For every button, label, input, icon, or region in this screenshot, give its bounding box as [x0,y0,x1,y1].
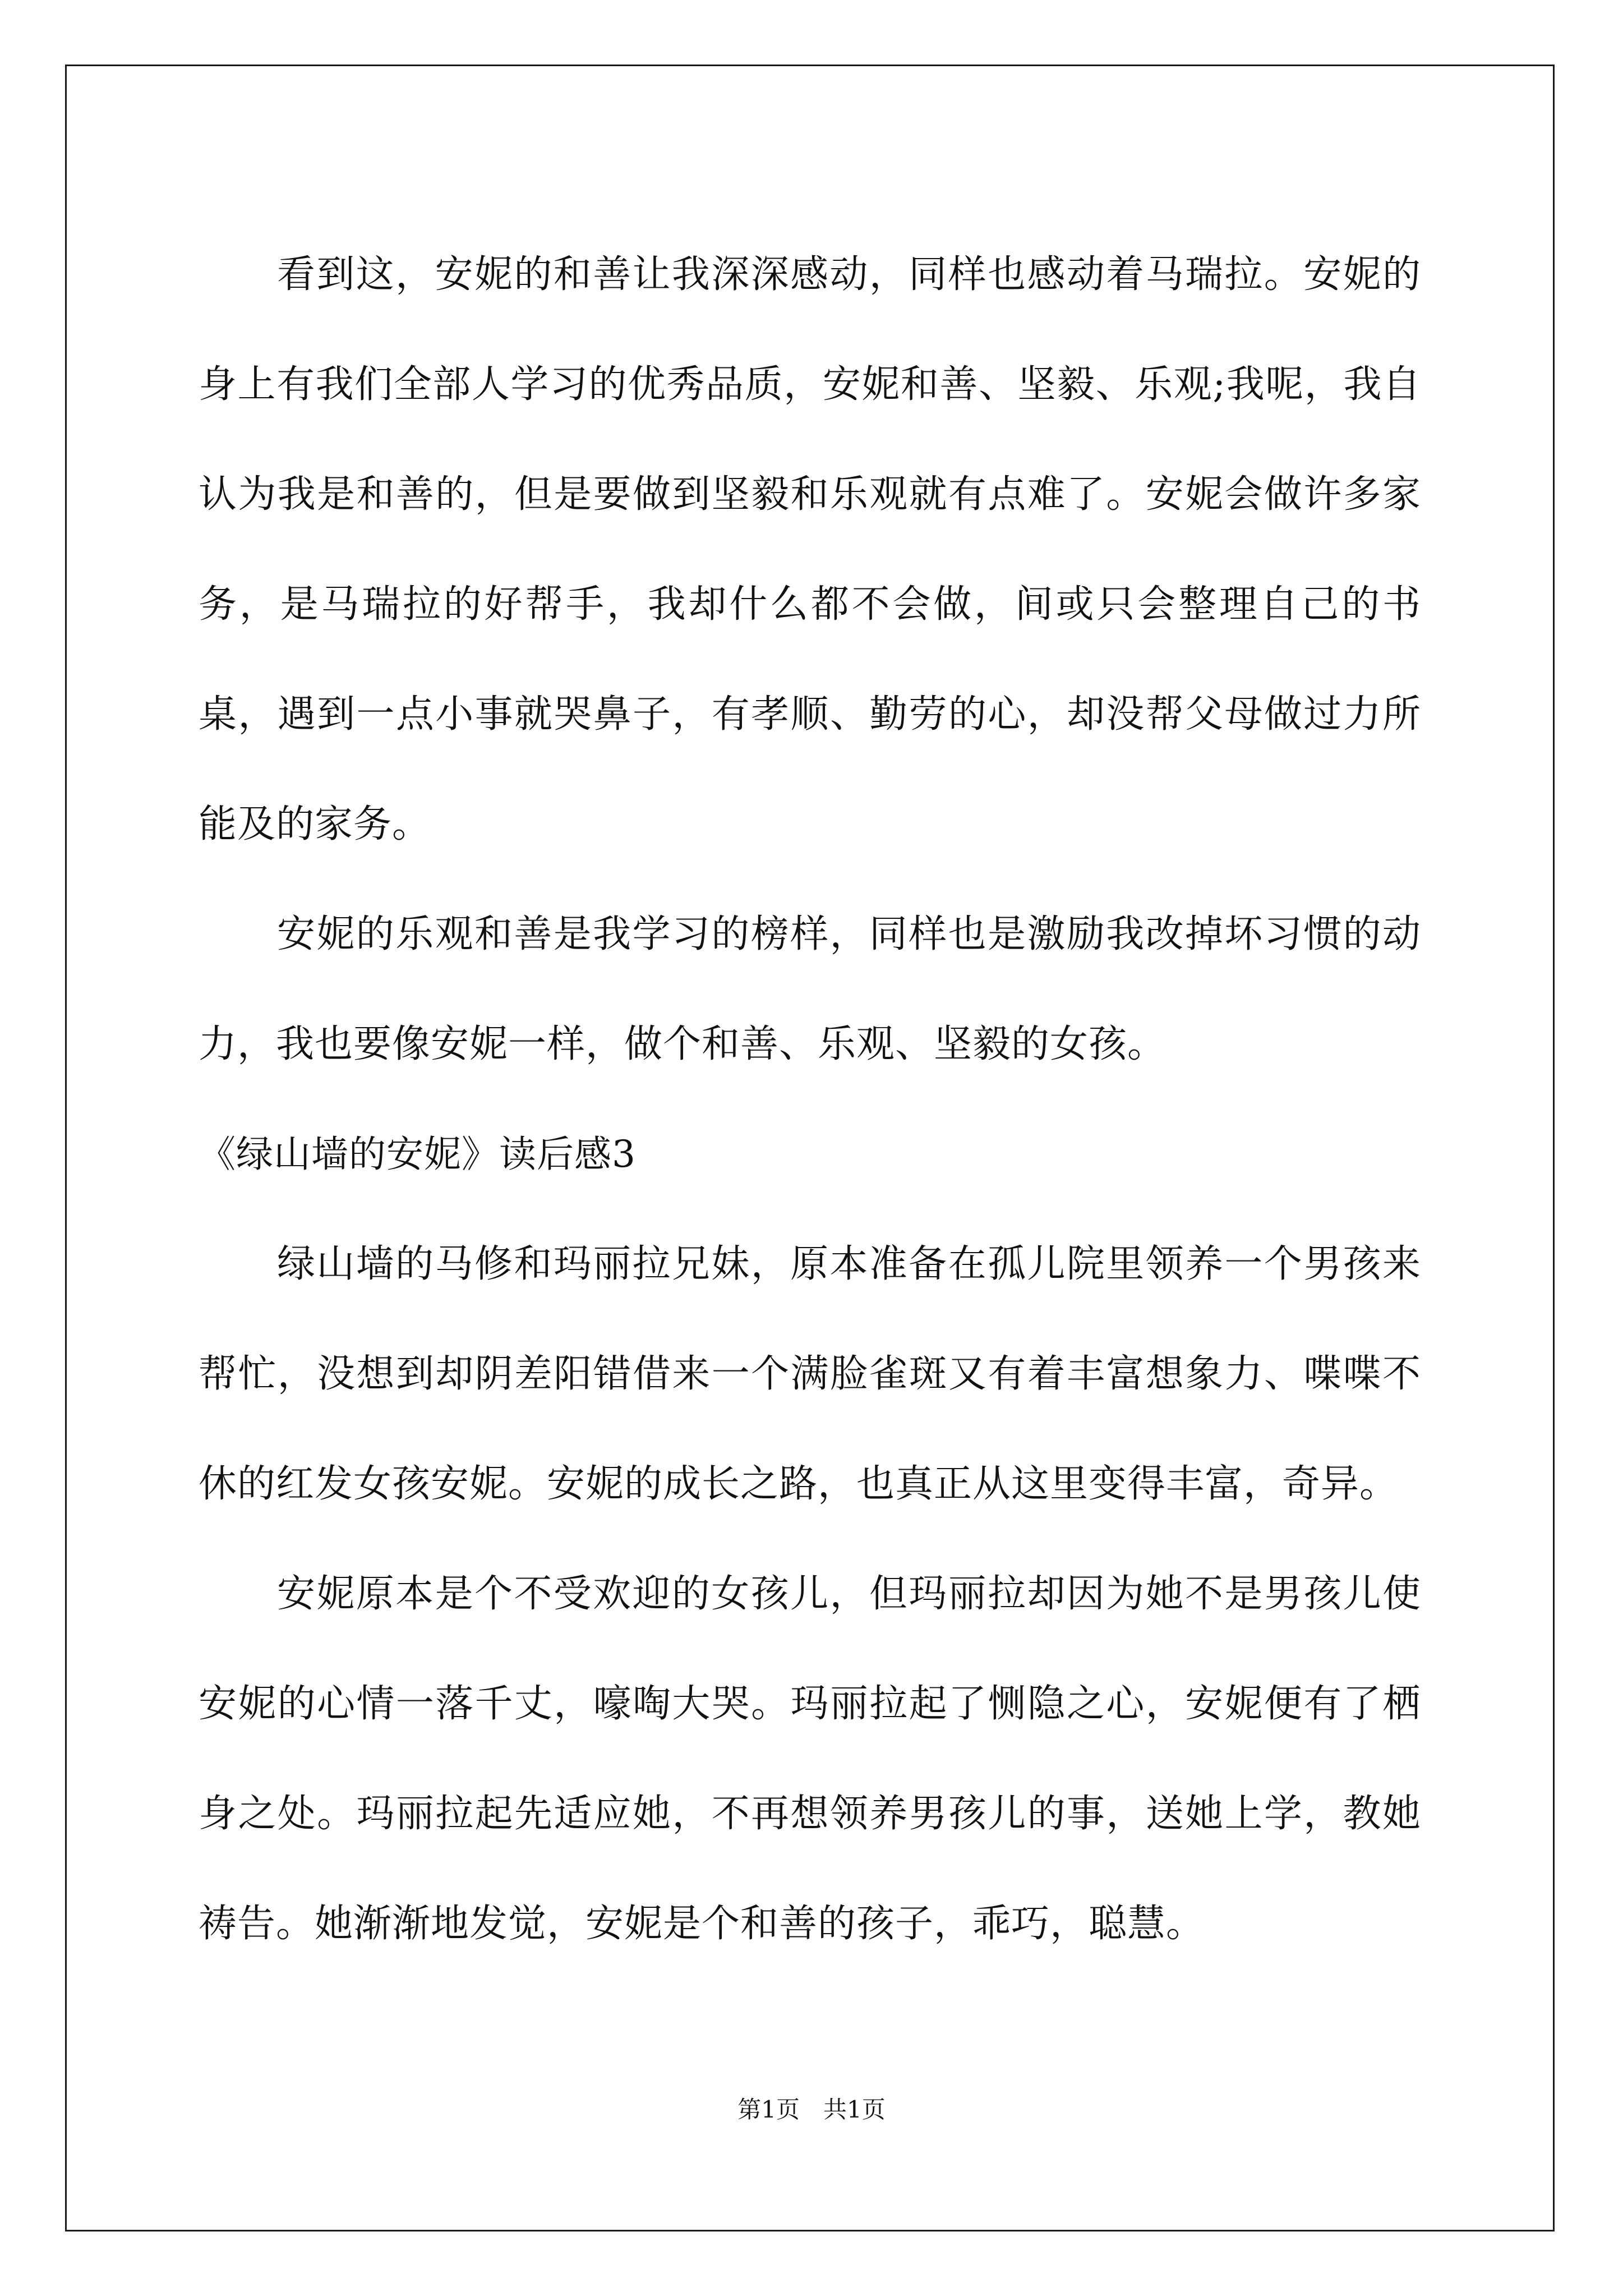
paragraph-3: 绿山墙的马修和玛丽拉兄妹，原本准备在孤儿院里领养一个男孩来帮忙，没想到却阴差阳错借来一个满脸雀斑又有着丰富想象力、喋喋不休的红发女孩安妮。安妮的成长之路，也真正从这里变得丰富，奇异。 [199,1242,1421,1506]
paragraph-2: 安妮的乐观和善是我学习的榜样，同样也是激励我改掉坏习惯的动力，我也要像安妮一样，做个和善、乐观、坚毅的女孩。 [199,912,1421,1066]
paragraph-1: 看到这，安妮的和善让我深深感动，同样也感动着马瑞拉。安妮的身上有我们全部人学习的优秀品质，安妮和善、坚毅、乐观;我呢，我自认为我是和善的，但是要做到坚毅和乐观就有点难了。安妮会做许多家务，是马瑞拉的好帮手，我却什么都不会做，间或只会整理自己的书桌，遇到一点小事就哭鼻子，有孝顺、勤劳的心，却没帮父母做过力所能及的家务。 [199,252,1421,846]
document-body [199,220,1421,1979]
paragraph-4: 安妮原本是个不受欢迎的女孩儿，但玛丽拉却因为她不是男孩儿使安妮的心情一落千丈，嚎啕大哭。玛丽拉起了恻隐之心，安妮便有了栖身之处。玛丽拉起先适应她，不再想领养男孩儿的事，送她上学，教她祷告。她渐渐地发觉，安妮是个和善的孩子，乖巧，聪慧。 [199,1572,1421,1946]
section-heading: 《绿山墙的安妮》读后感3 [199,1133,636,1176]
page-footer: 第1页 共1页 [737,2096,886,2123]
